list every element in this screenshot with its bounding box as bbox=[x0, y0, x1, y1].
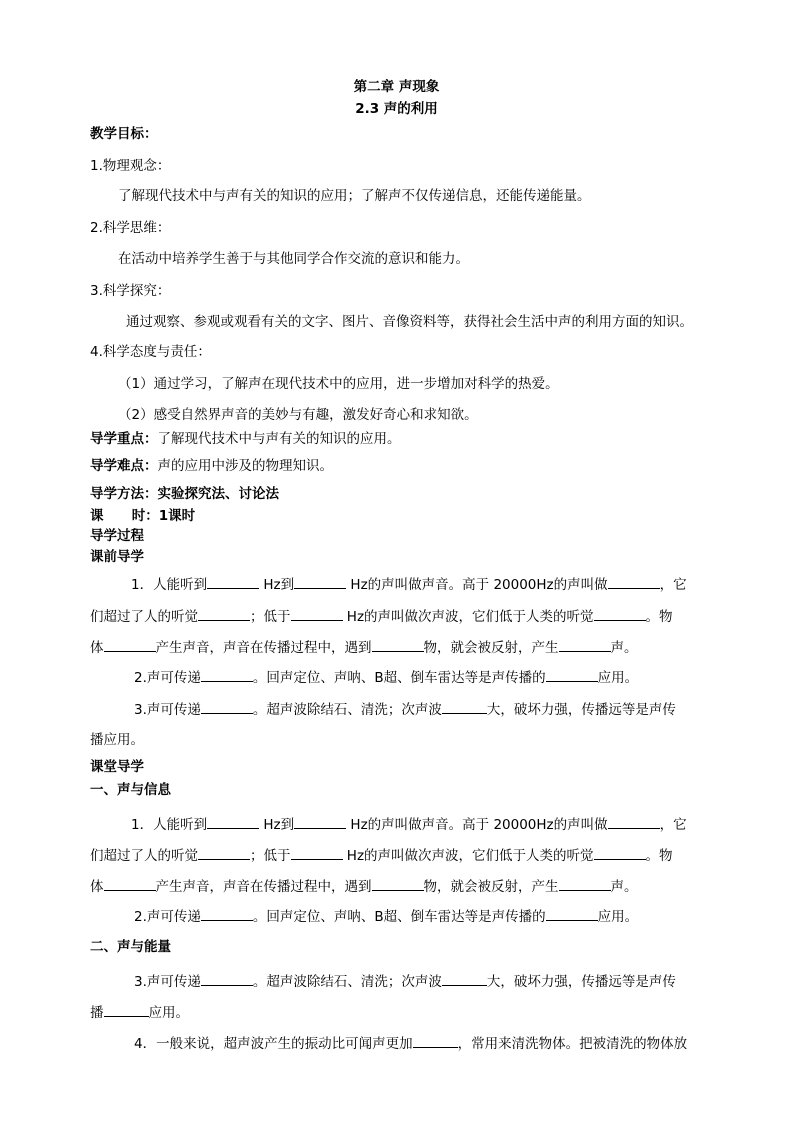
blank[interactable] bbox=[546, 907, 598, 921]
part-2-heading: 二、声与能量 bbox=[90, 939, 171, 955]
blank[interactable] bbox=[608, 575, 660, 589]
blank[interactable] bbox=[207, 575, 259, 589]
blank[interactable] bbox=[372, 638, 424, 652]
pre-q1-line-3: 体 产生声音，声音在传播过程中，遇到 物，就会被反射，产生 声。 bbox=[90, 640, 638, 656]
blank[interactable] bbox=[372, 877, 424, 891]
goal-2-text: 在活动中培养学生善于与其他同学合作交流的意识和能力。 bbox=[118, 251, 469, 267]
pre-q1-line-2: 们超过了人的听觉 ；低于 Hz的声叫做次声波，它们低于人类的听觉 。物 bbox=[90, 609, 673, 625]
blank[interactable] bbox=[104, 1003, 149, 1017]
blank[interactable] bbox=[559, 638, 611, 652]
blank[interactable] bbox=[198, 846, 250, 860]
blank[interactable] bbox=[294, 815, 346, 829]
goal-2-label: 2.科学思维： bbox=[90, 220, 171, 236]
goal-1-label: 1.物理观念： bbox=[90, 158, 171, 174]
pre-heading: 课前导学 bbox=[90, 549, 144, 565]
class-q3-line-2: 播 应用。 bbox=[90, 1005, 189, 1021]
class-heading: 课堂导学 bbox=[90, 759, 144, 775]
blank[interactable] bbox=[291, 607, 343, 621]
goal-3-text: 通过观察、参观或观看有关的文字、图片、音像资料等，获得社会生活中声的利用方面的知识。 bbox=[126, 314, 693, 330]
blank[interactable] bbox=[201, 972, 253, 986]
blank[interactable] bbox=[207, 815, 259, 829]
difficulty-label: 导学难点： bbox=[90, 458, 158, 474]
pre-q3-line-2: 播应用。 bbox=[90, 732, 144, 748]
difficulty-line bbox=[90, 457, 333, 475]
pre-q1-line-1: 1．人能听到 Hz到 Hz的声叫做声音。高于 20000Hz的声叫做 ，它 bbox=[131, 577, 687, 593]
pre-q3-line-1: 3.声可传递 。超声波除结石、清洗；次声波 大，破坏力强，传播远等是声传 bbox=[134, 702, 676, 718]
goal-4-label: 4.科学态度与责任： bbox=[90, 344, 211, 360]
focus-text: 了解现代技术中与声有关的知识的应用。 bbox=[157, 431, 401, 447]
goals-heading: 教学目标： bbox=[90, 126, 158, 142]
class-q4-line-1: 4．一般来说，超声波产生的振动比可闻声更加 ，常用来清洗物体。把被清洗的物体放 bbox=[134, 1036, 688, 1052]
blank[interactable] bbox=[594, 846, 646, 860]
blank[interactable] bbox=[104, 638, 156, 652]
class-q1-line-2: 们超过了人的听觉 ；低于 Hz的声叫做次声波，它们低于人类的听觉 。物 bbox=[90, 848, 673, 864]
class-q2: 2.声可传递 。回声定位、声呐、B超、倒车雷达等是声传播的 应用。 bbox=[134, 909, 639, 925]
period-line: 课 时：1课时 bbox=[90, 508, 196, 524]
blank[interactable] bbox=[442, 972, 487, 986]
method-line: 导学方法：实验探究法、讨论法 bbox=[90, 486, 279, 502]
focus-label: 导学重点： bbox=[90, 431, 158, 447]
blank[interactable] bbox=[201, 668, 253, 682]
blank[interactable] bbox=[291, 846, 343, 860]
section-title: 2.3 声的利用 bbox=[355, 101, 438, 117]
chapter-title: 第二章 声现象 bbox=[353, 79, 440, 95]
class-q1-line-1: 1．人能听到 Hz到 Hz的声叫做声音。高于 20000Hz的声叫做 ，它 bbox=[131, 817, 687, 833]
goal-4-item-2: （2）感受自然界声音的美妙与有趣，激发好奇心和求知欲。 bbox=[118, 407, 478, 423]
class-q3-line-1: 3.声可传递 。超声波除结石、清洗；次声波 大，破坏力强，传播远等是声传 bbox=[134, 974, 676, 990]
goal-1-text: 了解现代技术中与声有关的知识的应用；了解声不仅传递信息，还能传递能量。 bbox=[118, 188, 591, 204]
blank[interactable] bbox=[594, 607, 646, 621]
difficulty-text: 声的应用中涉及的物理知识。 bbox=[157, 458, 333, 474]
process-heading: 导学过程 bbox=[90, 528, 144, 544]
blank[interactable] bbox=[442, 700, 487, 714]
blank[interactable] bbox=[608, 815, 660, 829]
part-1-heading: 一、声与信息 bbox=[90, 782, 171, 798]
blank[interactable] bbox=[559, 877, 611, 891]
blank[interactable] bbox=[201, 907, 253, 921]
blank[interactable] bbox=[198, 607, 250, 621]
blank[interactable] bbox=[201, 700, 253, 714]
goal-3-label: 3.科学探究： bbox=[90, 283, 171, 299]
blank[interactable] bbox=[104, 877, 156, 891]
focus-line bbox=[90, 430, 401, 448]
goal-4-item-1: （1）通过学习，了解声在现代技术中的应用，进一步增加对科学的热爱。 bbox=[118, 376, 559, 392]
blank[interactable] bbox=[294, 575, 346, 589]
blank[interactable] bbox=[413, 1034, 458, 1048]
pre-q2: 2.声可传递 。回声定位、声呐、B超、倒车雷达等是声传播的 应用。 bbox=[134, 670, 639, 686]
blank[interactable] bbox=[546, 668, 598, 682]
class-q1-line-3: 体 产生声音，声音在传播过程中，遇到 物，就会被反射，产生 声。 bbox=[90, 879, 638, 895]
